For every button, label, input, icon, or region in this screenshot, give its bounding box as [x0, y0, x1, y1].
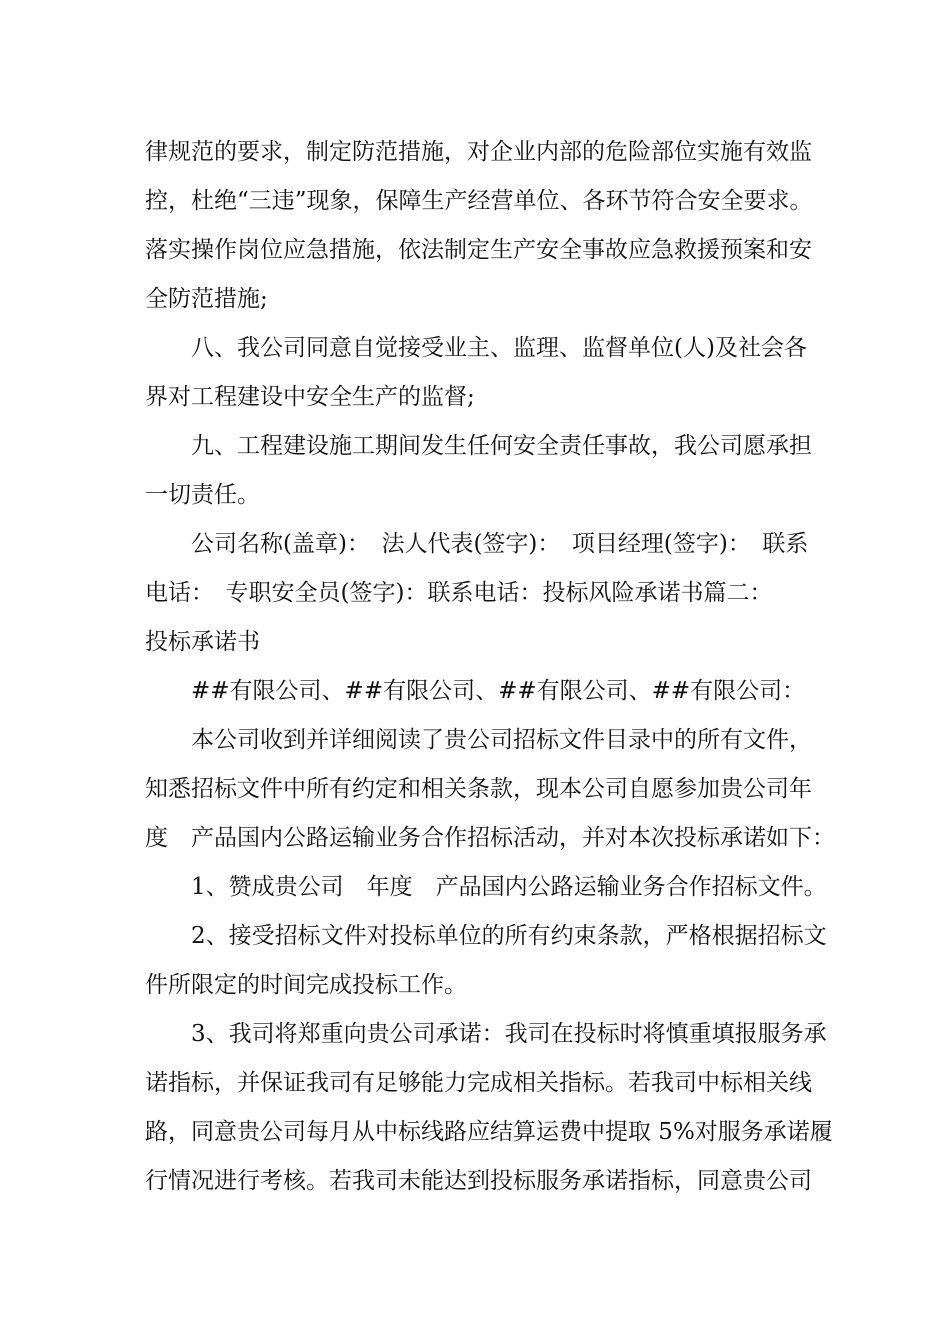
text-line: 路，同意贵公司每月从中标线路应结算运费中提取 5%对服务承诺履 — [145, 1119, 833, 1145]
text-line: 知悉招标文件中所有约定和相关条款，现本公司自愿参加贵公司年 — [145, 776, 812, 802]
text-line: 3、我司将郑重向贵公司承诺：我司在投标时将慎重填报服务承 — [145, 1021, 827, 1047]
text-line: 律规范的要求，制定防范措施，对企业内部的危险部位实施有效监 — [145, 139, 812, 165]
text-line: 公司名称(盖章)： 法人代表(签字)： 项目经理(签字)： 联系 — [145, 531, 809, 557]
text-line: 界对工程建设中安全生产的监督; — [145, 384, 475, 410]
text-line: 控，杜绝“三违”现象，保障生产经营单位、各环节符合安全要求。 — [145, 188, 813, 214]
document-body — [145, 128, 835, 1206]
text-line: 九、工程建设施工期间发生任何安全责任事故，我公司愿承担 — [145, 433, 812, 459]
text-line: 行情况进行考核。若我司未能达到投标服务承诺指标，同意贵公司 — [145, 1168, 812, 1194]
text-line: 落实操作岗位应急措施，依法制定生产安全事故应急救援预案和安 — [145, 237, 812, 263]
text-line: 一切责任。 — [145, 482, 260, 508]
text-line: 件所限定的时间完成投标工作。 — [145, 972, 467, 998]
text-line: 本公司收到并详细阅读了贵公司招标文件目录中的所有文件， — [145, 727, 812, 753]
text-line: 诺指标，并保证我司有足够能力完成相关指标。若我司中标相关线 — [145, 1070, 812, 1096]
document-heading: 投标承诺书 — [145, 629, 260, 655]
text-line: 2、接受招标文件对投标单位的所有约束条款，严格根据招标文 — [145, 923, 827, 949]
text-line: 度 产品国内公路运输业务合作招标活动，并对本次投标承诺如下： — [145, 825, 835, 851]
text-line: ##有限公司、##有限公司、##有限公司、##有限公司： — [145, 678, 806, 704]
text-line: 1、赞成贵公司 年度 产品国内公路运输业务合作招标文件。 — [145, 874, 827, 900]
text-line: 全防范措施; — [145, 286, 268, 312]
text-line: 电话： 专职安全员(签字)：联系电话：投标风险承诺书篇二： — [145, 580, 773, 606]
text-line: 八、我公司同意自觉接受业主、监理、监督单位(人)及社会各 — [145, 335, 807, 361]
